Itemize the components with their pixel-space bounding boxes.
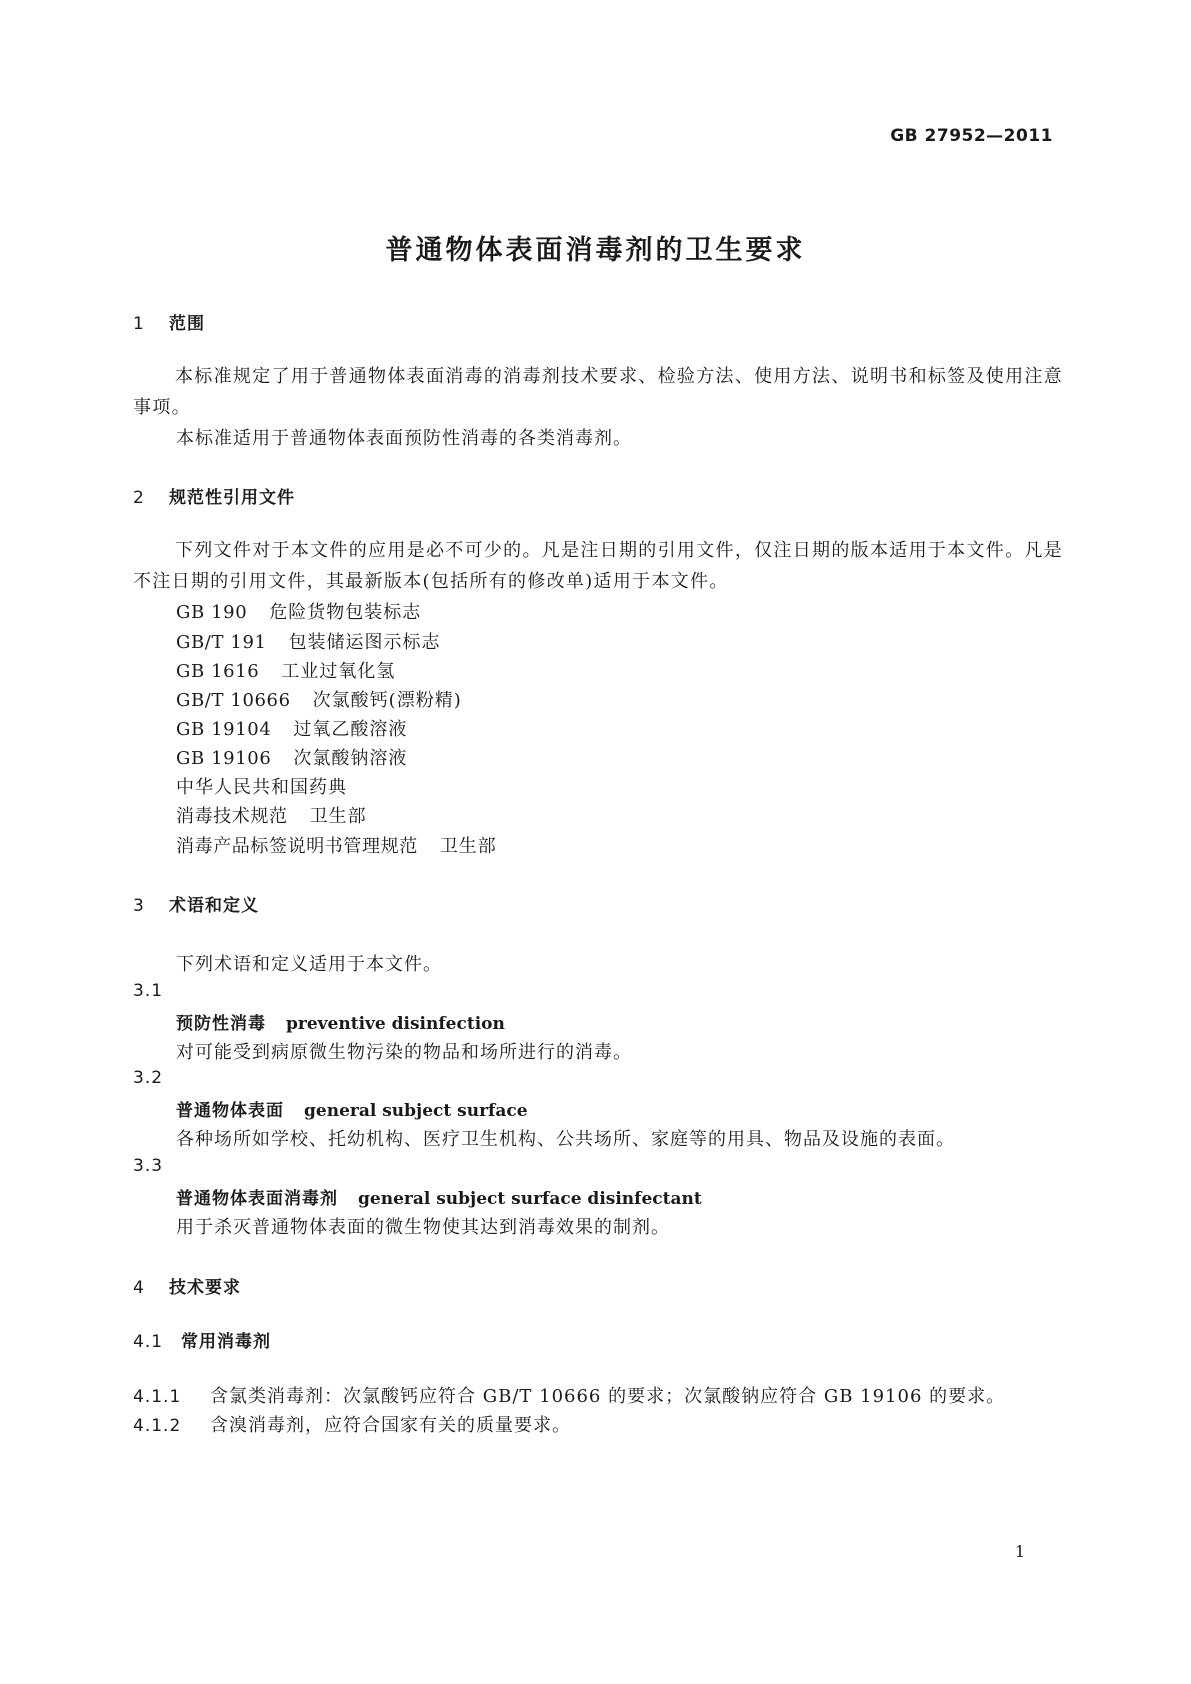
term-number: 3.2 <box>133 1068 164 1088</box>
term-name: 普通物体表面 general subject surface <box>176 1101 528 1121</box>
section-number: 1 <box>133 314 145 334</box>
section-number: 2 <box>133 488 145 508</box>
section-title: 范围 <box>169 314 205 334</box>
reference-item: GB 19106 次氯酸钠溶液 <box>176 748 408 769</box>
term-number: 3.3 <box>133 1156 164 1176</box>
term-definition: 用于杀灭普通物体表面的微生物使其达到消毒效果的制剂。 <box>176 1217 670 1238</box>
clause-4-1-2: 4.1.2 含溴消毒剂，应符合国家有关的质量要求。 <box>133 1415 571 1436</box>
section-2-paragraph-1: 下列文件对于本文件的应用是必不可少的。凡是注日期的引用文件，仅注日期的版本适用于本文件。凡是不注日期的引用文件，其最新版本(包括所有的修改单)适用于本文件。 <box>133 540 1063 592</box>
term-name: 预防性消毒 preventive disinfection <box>176 1014 505 1034</box>
term-definition: 各种场所如学校、托幼机构、医疗卫生机构、公共场所、家庭等的用具、物品及设施的表面。 <box>176 1129 955 1150</box>
section-number: 4 <box>133 1278 145 1298</box>
reference-item: GB/T 191 包装储运图示标志 <box>176 632 441 653</box>
page-number: 1 <box>1014 1542 1025 1561</box>
reference-item: 消毒产品标签说明书管理规范 卫生部 <box>176 836 497 857</box>
section-1-heading <box>133 309 205 334</box>
reference-item: 中华人民共和国药典 <box>176 777 347 798</box>
reference-item: GB/T 10666 次氯酸钙(漂粉精) <box>176 690 462 711</box>
subsection-number: 4.1 <box>133 1332 164 1352</box>
section-title: 术语和定义 <box>169 896 259 916</box>
subsection-title: 常用消毒剂 <box>181 1332 271 1352</box>
clause-4-1-1: 4.1.1 含氯类消毒剂：次氯酸钙应符合 GB/T 10666 的要求；次氯酸钠应符合 GB 19106 的要求。 <box>133 1386 1006 1407</box>
section-2-heading <box>133 483 295 508</box>
section-4-heading <box>133 1273 241 1298</box>
reference-item: 消毒技术规范 卫生部 <box>176 806 367 827</box>
term-definition: 对可能受到病原微生物污染的物品和场所进行的消毒。 <box>176 1042 632 1063</box>
reference-item: GB 190 危险货物包装标志 <box>176 602 422 623</box>
section-1-paragraph-2: 本标准适用于普通物体表面预防性消毒的各类消毒剂。 <box>176 428 632 449</box>
subsection-4-1-heading <box>133 1327 271 1352</box>
standard-number: GB 27952—2011 <box>890 126 1053 146</box>
reference-item: GB 1616 工业过氧化氢 <box>176 661 396 682</box>
term-number: 3.1 <box>133 981 164 1001</box>
section-3-heading <box>133 891 259 916</box>
term-name: 普通物体表面消毒剂 general subject surface disinfectant <box>176 1189 702 1209</box>
page-title: 普通物体表面消毒剂的卫生要求 <box>385 235 806 266</box>
section-title: 技术要求 <box>169 1278 241 1298</box>
section-3-paragraph-1: 下列术语和定义适用于本文件。 <box>176 954 442 975</box>
reference-item: GB 19104 过氧乙酸溶液 <box>176 719 408 740</box>
section-title: 规范性引用文件 <box>169 488 295 508</box>
section-number: 3 <box>133 896 145 916</box>
section-1-paragraph-1: 本标准规定了用于普通物体表面消毒的消毒剂技术要求、检验方法、使用方法、说明书和标签及使用注意事项。 <box>133 366 1063 418</box>
